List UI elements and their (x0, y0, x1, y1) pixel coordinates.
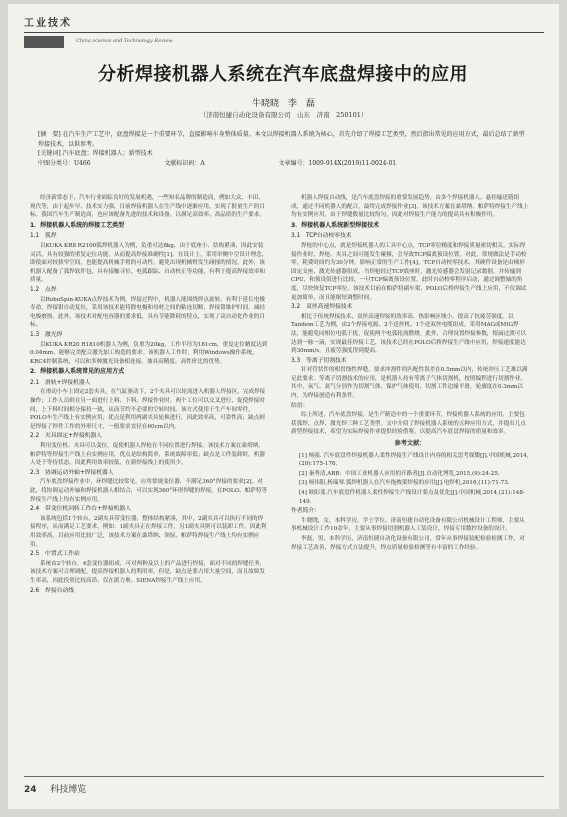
references-list (291, 452, 529, 507)
conclusion-heading: 结语： (291, 402, 309, 409)
meta-row (38, 159, 528, 169)
doc-code: 文献标识码：A (164, 159, 205, 167)
journal-header (24, 14, 544, 54)
section-1-2-heading: 1.2 点焊 (30, 286, 57, 293)
keywords-text: 汽车底盘；焊接机器人；新型技术 (62, 150, 153, 157)
section-1-heading: 1．焊接机器人系统的焊接工艺类型 (30, 221, 125, 229)
author-bio-1: 牛晓晓，女，本科学历，学士学位。济南恒捷自动化设备有限公司机械设计工程师，主要从事机械设计工作10余年，主要从事焊接切割机器人工装设计，焊接专用数控设备的设计。 (291, 517, 525, 533)
intro-paragraph: 经济新常态下，汽车行业面临良好的发展机遇，一些知名品牌的制造商，例如大众、丰田、现代等，由于起步早、技术实力强，目前焊接机器人在生产线中逐渐应用，实现了批量生产的目标。我国汽车生产制造商，也应该配备先进的技术和设备，以满足高效率、高品质的生产要求。 (30, 195, 265, 219)
section-3-heading: 3．焊接机器人系统新型焊接技术 (291, 221, 380, 229)
section-2-1-heading: 2.1 滑轨+焊接机器人 (30, 379, 91, 386)
section-3-1-heading: 3.1 TCP自动校零技术 (291, 233, 352, 240)
paper-page (8, 4, 559, 809)
keywords-label: [关键词] (38, 150, 61, 157)
section-1-3-heading: 1.3 激光焊 (30, 331, 63, 338)
section-2-2-text: 利用变位机、夹具可以变位，促使机器人焊枪在不同位置进行焊接。该技术方案在桑塔纳、帕萨特等焊接生产线上有实例应用，优点是结构简单，系统故障率低；缺点是工件装卸时，机器人处于等待状态，因此利用效率较低，在新焊接线上的使用少。 (30, 443, 265, 467)
reference-item: [4] 欧阳斐.汽车底盘件机器人柔性焊接生产线设计要点及优化[J].中国机械,2014,(21):148-149. (299, 490, 525, 505)
reference-item: [1] 杨强. 汽车底盘件焊接机器人柔性焊接生产线设计内容的相关思考探微[J].中国机械,2014,(20):175-176. (299, 452, 529, 468)
article-number: 文章编号：1009-914X(2019)11-0024-01 (278, 159, 397, 167)
section-3-2-heading: 3.2 双丝高速焊接技术 (291, 304, 353, 311)
left-column (30, 194, 268, 596)
article-authors: 牛晓晓 李 磊 (251, 99, 315, 109)
section-2-3-text: 汽车底盘焊接作业中，环焊缝比较常见，应用常规变位器，不满足360°焊接的要求[2]。对此，将协调运动外轴和焊接机器人相结合，可以实现360°环形焊缝的焊接，在POLO、帕萨特等焊接生产线上均有实例应用。 (30, 479, 268, 503)
page-footer (24, 782, 544, 795)
abstract-label: [摘 要] (38, 131, 61, 138)
clc-code: 中图分类号：U466 (38, 159, 91, 167)
section-2-2-heading: 2.2 夹具固定+焊接机器人 (30, 433, 103, 440)
section-2-6-heading: 2.6 焊接自动线 (30, 587, 75, 594)
section-2-5-heading: 2.5 中置式工作站 (30, 551, 80, 558)
author-bio-heading: 作者简介： (291, 508, 320, 515)
journal-name: 工业技术 (24, 18, 72, 29)
section-3-1-text: 焊枪的中心点，就是焊接机器人的工具中心点，TCP零位精度和焊接质量密切相关。实际焊接作业时，焊枪、夹具之间可能发生碰撞，会导致TCP偏离预设位置，对此，常规做法是手动校零，耗费时间约为30分钟，影响正常的生产工作[4]。TCP自动校零技术，其硬件设备是由梯形固定支座、激光传感器组成，当焊枪经过TCP底座时，激光传感器会发射记录数据，并传输到CPU，和预设值进行比较，一旦TCP偏离预设位置，此时自动校零程序启动，通过调整轴的角度，尽快恢复TCP零位。该技术目前在帕萨特副车架、POLO后桥焊接生产线上应用，不仅调试更加简单，而且能缩短调整时间。 (291, 242, 527, 301)
section-2-heading: 2．焊接机器人系统常见的应用方式 (30, 368, 125, 376)
section-2-3-heading: 2.3 协调运动外轴+焊接机器人 (30, 469, 114, 476)
reference-item: [2] 秦秀清,ABB：中国工业机器人应用的开路者[J].自动化博览,2015,(9):24-25. (299, 470, 500, 477)
section-1-1-heading: 1.1 弧焊 (30, 233, 57, 240)
page-number: 24 (24, 785, 37, 795)
footer-journal: 科技博览 (50, 785, 87, 795)
footer-rule (24, 776, 544, 777)
right-column (291, 194, 529, 553)
section-3-3-heading: 3.3 等离子切割技术 (291, 357, 347, 364)
journal-subtitle: China science and Technology Review (76, 38, 173, 44)
abstract-block (38, 130, 528, 168)
section-1-3-text: 以KUKA KR20 R1810机器人为例，负重为20kg，工作半径为181cm，重复定位精度达到0.04mm，能够完美配合激光加工构造的要求。该机器人工作时，利用Windows操作系统，KRC4控制系统，可以和多种激光设备相连接，兼具高精度、高性价比的优势。 (30, 341, 268, 365)
references-heading: 参考文献： (394, 440, 426, 448)
article-affiliation: （济南恒捷自动化设备有限公司 山东 济南 250101） (199, 111, 368, 119)
header-block (24, 36, 64, 48)
abstract-text: 在汽车生产工艺中，底盘焊接是一个重要环节，直接影响车身整体质量。本文以焊接机器人系统为核心，首先介绍了焊接工艺类型，然后指出常见的应用方式，最后总结了新型焊接技术，以供参考。 (38, 131, 525, 148)
section-1-2-text: 以RoboSpin-KUKA点焊技术为例，焊接过程中，机器人能围绕焊点旋转，有利于延长电极寿命。焊接钳自动复位，采用该技术能将除电极和母材之间的粘连切断，焊接钳维护时间，减轻电极磨损。此外，该技术对配电容器的要求低，具有节能降耗的特点，实现了高自动化作业的目标。 (30, 296, 265, 329)
section-3-2-text: 相比于传统焊接技术，双丝高速焊接的效率高、热影响区域小，提高了抗疲劳强度。以Tandem工艺为例，由2个焊接电源、2个送丝机、1个送双丝电缆组成，采用MAG或MIG焊法，能避免同相位电弧干扰，促使两个电弧轮流燃烧。此外，合理设置焊接参数，熔滴过渡可以达到一脉一滴，实现最佳焊接工艺，该技术已经在POLO后桥焊接生产线中应用，焊接速度能达到30mm/s，且疲劳强度得到提高。 (291, 313, 526, 355)
section-2-4-text: 该系统包括1个转台，2副夹具带变位器，整体结构紧凑，其中，2副夹具可以执行不同的焊接程序，从而满足工艺要求，例如：1副夹具正在焊接工件，另1副夹具则可以装卸工件。因此利用效率高，目前应用比较广泛，该技术方案在桑塔纳、领驭、帕萨特焊接生产线上均有实例应用。 (30, 515, 267, 548)
section-2-6-text: 机器人焊接自动线，是汽车底盘焊接的重要发展趋势，由多个焊接机器人、悬挂输送链组成，通过不同机器人的配合，最终完成焊接作业[3]。该技术方案在桑塔纳、帕萨特焊接生产线上均有实例应用，由于焊缝数量比较均匀，因此对焊接生产能力的提高具有积极作用。 (291, 195, 529, 219)
header-rule (24, 32, 544, 33)
article-title: 分析焊接机器人系统在汽车底盘焊接中的应用 (98, 64, 468, 85)
section-1-1-text: 以KUKA KR8 R2100弧焊机器人为例，负重可达8kg，由于底座小、结构紧凑，因此安装灵活，具有较强的重复定位功能，从而提高焊接准确性[1]。在设计上，采用单侧中空设计理念，即使面对较狭窄空间，也能提高机械手臂的可动性，避免出现机械臂发生碰撞的情况。此外，该机器人配备了弧焊软件包，具有接触寻位、电弧跟踪、自动校正等功能，有利于提高焊接效率和质量。 (30, 242, 268, 284)
section-3-3-text: 针对管状件的相贯线性焊缝，要求冲割件的匹配性误差在0.5mm以内，传统冲压工艺难以满足此要求。等离子切割技术的应用，是机器人持有等离子气体切割机，按照编程进行切割作业。其中，氧气、氮气分别作为切割气体、保护气体使用，切割工件边缘平滑，轮廓度在0.3mm以内，为焊接创造有利条件。 (291, 367, 528, 400)
section-2-4-heading: 2.4 带变位机回转工作台+焊接机器人 (30, 506, 132, 513)
author-bio-2: 李磊，男，本科学历，济南恒捷自动化设备有限公司，常年从事焊接装配检验检测工作，对焊接工艺改善，焊接方式方法提升，焊点质量检验检测等有丰富的工作经验。 (291, 535, 525, 551)
section-2-5-text: 系统由2个转台，4套变位器组成，可对两种及以上的产品进行焊接，面对不同的焊缝任务，该技术方案可合理调配，提高焊接机器人的利用率，但是，缺点是要占用大量空间，而且故障发生率高，因此投资比较高昂，仅在派力奥、SIENA焊接生产线上应用。 (30, 560, 266, 584)
conclusion-text: 综上所述，汽车底盘焊接，是生产制造中的一个重要环节，焊接机器人系统的应用，主要包括弧焊、点焊、激光焊三种工艺类型。文中介绍了焊接机器人系统的五种应用方式，并提出几点新型焊接技术，希望为实际焊接作业提供经验借鉴，以提高汽车底盘焊接的质量和效率。 (291, 412, 526, 436)
reference-item: [3] 杨伟阳,杨瑞琴.弧焊机器人在汽车拖拽架焊接的应用[J].电焊机,2016,(11):71-73. (299, 480, 510, 487)
section-2-1-text: 在滑动小车上固定2套夹具，在气缸驱动下，2个夹具可以轮流进入机器人焊接区，完成焊接操作；工作人员则在另一面进行上料、下料，焊接作业时，两个工位可以交叉进行，促使焊接时间，上下料时间相分保持一致，从而节约不必要的空转时间。该方式使用于生产车间零件，POLO车生产线上有实例应用，优点是利用两副夹具轮换进行，因此效率高，可靠性高；缺点则是焊接了焊件工作的外形尺寸，一般要求直径在60cm以内。 (30, 389, 266, 430)
